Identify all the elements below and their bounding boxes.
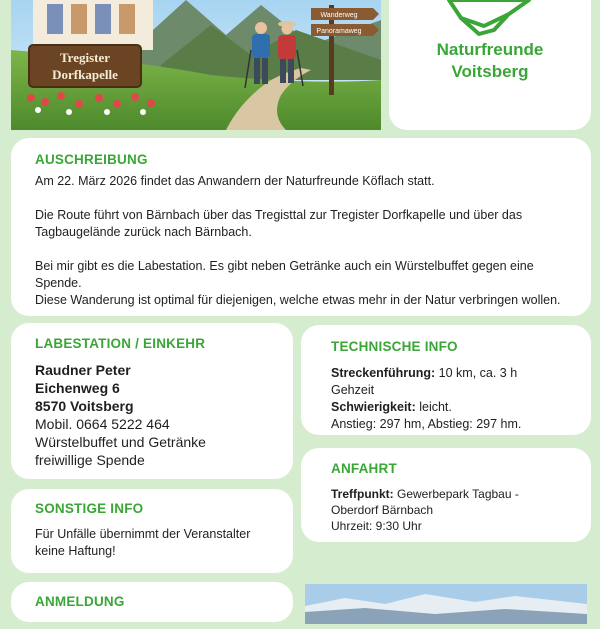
meeting-point-value: Gewerbepark Tagbau - Oberdorf Bärnbach bbox=[331, 487, 519, 517]
technische-info-card bbox=[301, 325, 591, 435]
difficulty-value: leicht. bbox=[415, 400, 452, 414]
waypost-text-1: Wanderweg bbox=[320, 12, 358, 19]
ausschreibung-card bbox=[11, 138, 591, 316]
hiking-scene-illustration bbox=[11, 0, 381, 130]
difficulty-info bbox=[331, 399, 561, 416]
ascent-info: Anstieg: 297 hm, Abstieg: 297 hm. bbox=[331, 417, 522, 431]
sonstige-info-card bbox=[11, 489, 293, 573]
anmeldung-heading: ANMELDUNG bbox=[35, 594, 125, 609]
sonstige-info-heading: SONSTIGE INFO bbox=[35, 501, 144, 516]
ausschreibung-heading: AUSCHREIBUNG bbox=[35, 152, 148, 167]
logo-card bbox=[389, 0, 591, 130]
bottom-landscape-photo bbox=[305, 584, 587, 624]
logo-name-line2: Voitsberg bbox=[451, 62, 529, 81]
meeting-time: Uhrzeit: 9:30 Uhr bbox=[331, 519, 422, 533]
route-value: 10 km, ca. 3 h Gehzeit bbox=[331, 366, 518, 397]
anmeldung-card bbox=[11, 582, 293, 622]
ausschreibung-date-text: Am 22. März 2026 findet das Anwandern der Naturfreunde Köflach statt. bbox=[35, 174, 435, 188]
ausschreibung-labestation-text bbox=[35, 258, 567, 309]
meeting-point bbox=[331, 486, 561, 518]
host-phone: Mobil. 0664 5222 464 bbox=[35, 416, 170, 432]
hero-photo bbox=[11, 0, 381, 130]
labestation-heading: LABESTATION / EINKEHR bbox=[35, 336, 206, 351]
sign-text-1: Tregister bbox=[59, 50, 111, 65]
ausschreibung-audience-text: Diese Wanderung ist optimal für diejenigen, welche etwas mehr in der Natur verbringen wollen. bbox=[35, 293, 561, 307]
anfahrt-heading: ANFAHRT bbox=[331, 461, 397, 476]
meeting-point-label: Treffpunkt: bbox=[331, 487, 394, 501]
host-name: Raudner Peter bbox=[35, 362, 131, 378]
host-street: Eichenweg 6 bbox=[35, 380, 120, 396]
route-info bbox=[331, 365, 561, 399]
host-city: 8570 Voitsberg bbox=[35, 398, 134, 414]
logo-name-line1: Naturfreunde bbox=[436, 40, 544, 59]
labestation-card bbox=[11, 323, 293, 479]
technische-info-heading: TECHNISCHE INFO bbox=[331, 339, 458, 354]
difficulty-label: Schwierigkeit: bbox=[331, 400, 416, 414]
ausschreibung-buffet-text: Bei mir gibt es die Labestation. Es gibt neben Getränke auch ein Würstelbuffet gegen eine Spende. bbox=[35, 259, 534, 290]
liability-text: Für Unfälle übernimmt der Veranstalter keine Haftung! bbox=[35, 527, 251, 558]
waypost-text-2: Panoramaweg bbox=[316, 28, 362, 35]
ausschreibung-route-text: Die Route führt von Bärnbach über das Tregisttal zur Tregister Dorfkapelle und über das Tagbaugelände zurück nach Bärnbach. bbox=[35, 208, 523, 239]
sign-text-2: Dorfkapelle bbox=[52, 67, 118, 82]
host-donation: freiwillige Spende bbox=[35, 452, 145, 468]
landscape-illustration bbox=[305, 584, 587, 624]
host-offer: Würstelbuffet und Getränke bbox=[35, 434, 206, 450]
anfahrt-card bbox=[301, 448, 591, 542]
route-label: Streckenführung: bbox=[331, 366, 436, 380]
